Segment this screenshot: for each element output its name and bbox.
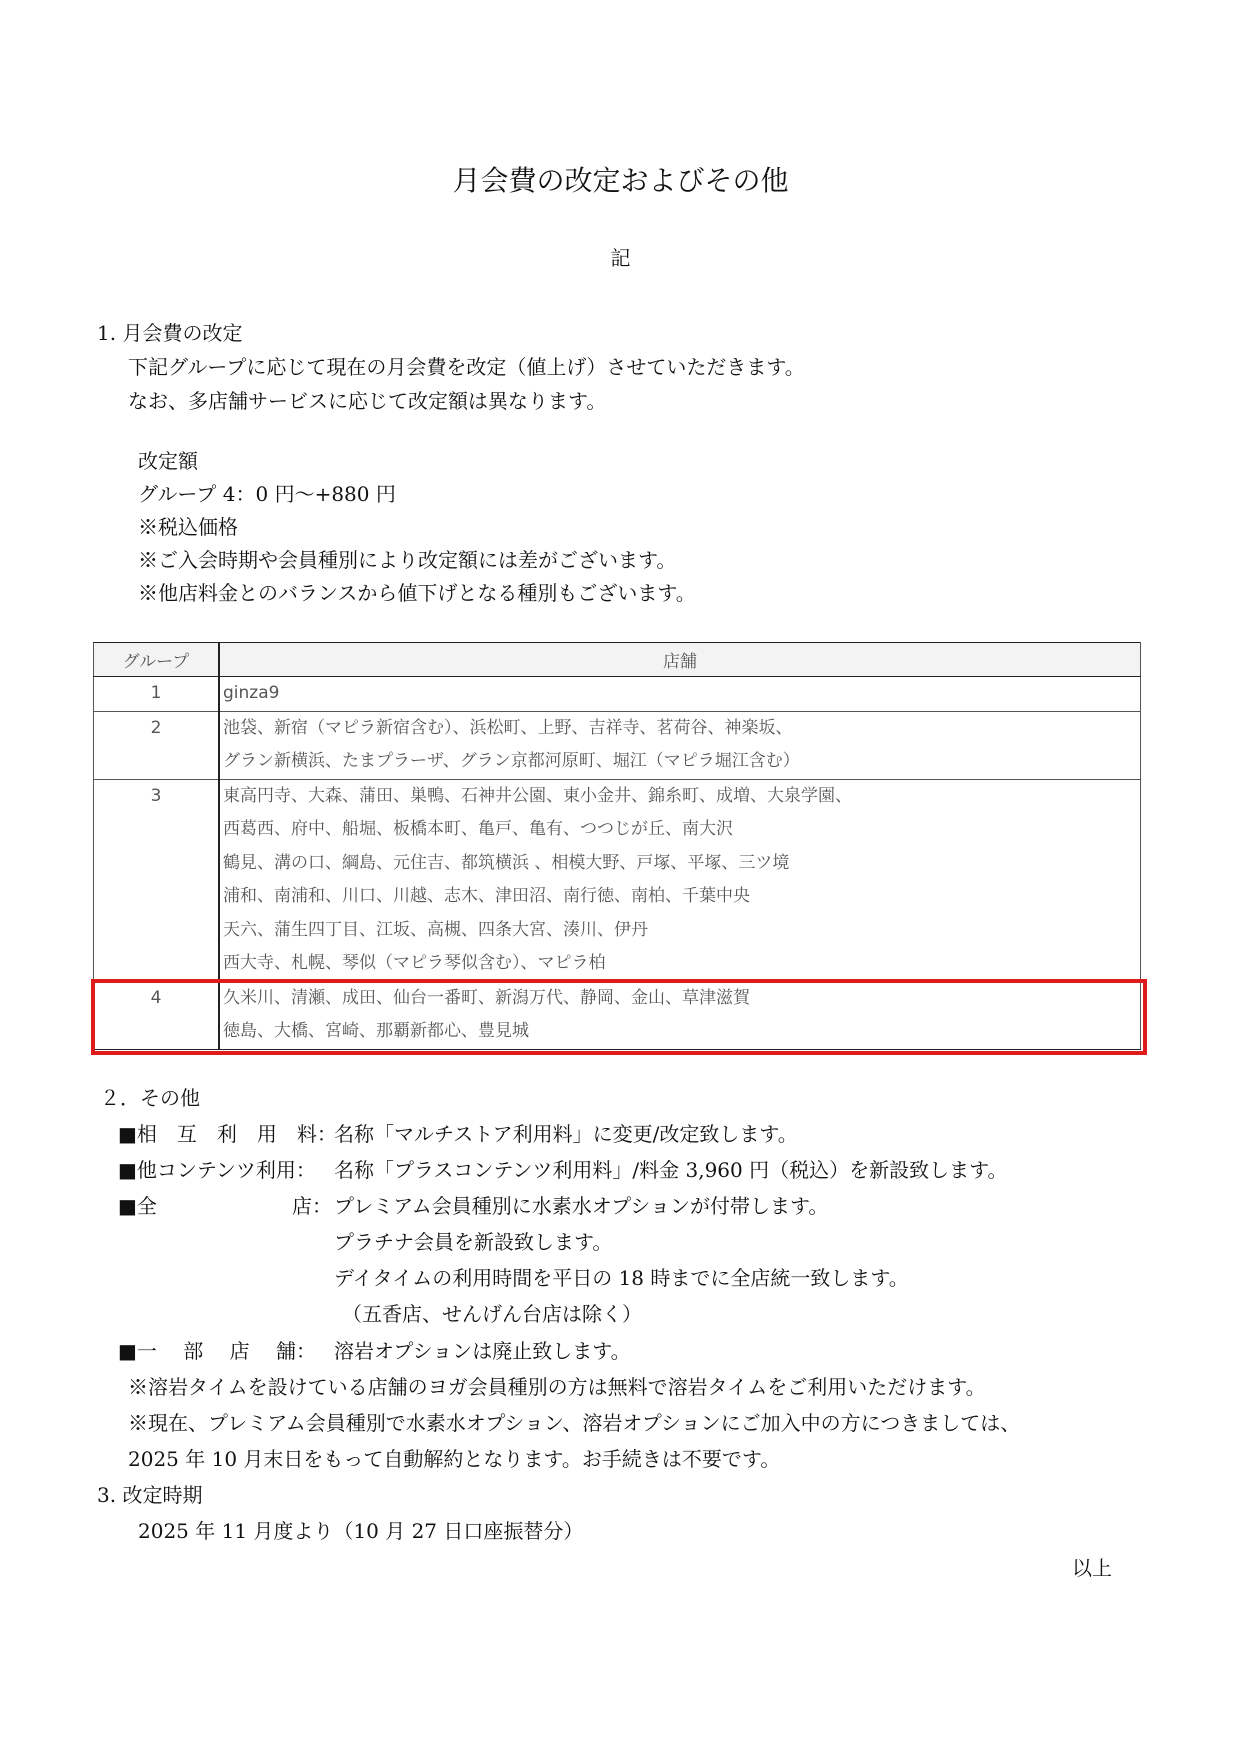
store-line: 浦和、南浦和、川口、川越、志木、津田沼、南行徳、南柏、千葉中央 <box>223 886 750 906</box>
stores-cell <box>219 711 1141 779</box>
all-stores-line-4: （五香店、せんげん台店は除く） <box>342 1302 642 1326</box>
all-stores-label-a: ■全 <box>118 1194 157 1218</box>
some-stores-label: ■一 部 店 舗： <box>118 1339 316 1363</box>
store-line: 池袋、新宿（マピラ新宿含む）、浜松町、上野、吉祥寺、茗荷谷、神楽坂、 <box>223 717 793 738</box>
store-line: ginza9 <box>223 683 280 703</box>
store-line: 鶴見、溝の口、綱島、元住吉、都筑横浜 、相模大野、戸塚、平塚、三ツ境 <box>223 852 790 873</box>
all-stores-line-3: デイタイムの利用時間を平日の 18 時までに全店統一致します。 <box>334 1266 909 1290</box>
store-line: グラン新横浜、たまプラーザ、グラン京都河原町、堀江（マピラ堀江含む） <box>223 751 800 771</box>
store-line: 天六、蒲生四丁目、江坂、高槻、四条大宮、湊川、伊丹 <box>223 919 648 940</box>
section2-heading: ２．その他 <box>100 1086 200 1110</box>
some-stores-text: 溶岩オプションは廃止致します。 <box>334 1339 631 1363</box>
group-cell <box>94 981 220 1049</box>
store-line: 東高円寺、大森、蒲田、巣鴨、石神井公園、東小金井、錦糸町、成増、大泉学園、 <box>223 785 852 806</box>
note-price-down: ※他店料金とのバランスから値下げとなる種別もございます。 <box>138 581 696 605</box>
note-difference: ※ご入会時期や会員種別により改定額には差がございます。 <box>138 548 677 572</box>
section2-note-2: ※現在、プレミアム会員種別で水素水オプション、溶岩オプションにご加入中の方につきましては、 <box>128 1411 1021 1435</box>
section1-line-2: なお、多店舗サービスに応じて改定額は異なります。 <box>128 389 607 413</box>
header-group: グループ <box>94 643 220 677</box>
section2-note-3: 2025 年 10 月末日をもって自動解約となります。お手続きは不要です。 <box>128 1447 781 1471</box>
closing-mark: 以上 <box>1072 1556 1112 1580</box>
stores-cell <box>219 779 1141 981</box>
group-cell <box>94 779 220 981</box>
stores-cell <box>219 981 1141 1049</box>
group-cell <box>94 677 220 712</box>
table-header-row <box>94 643 1141 677</box>
other-content-label: ■他コンテンツ利用： <box>118 1158 316 1182</box>
group-number: 2 <box>150 717 162 738</box>
note-tax: ※税込価格 <box>138 515 238 539</box>
store-line: 徳島、大橋、宮崎、那覇新都心、豊見城 <box>223 1021 529 1041</box>
all-stores-line-2: プラチナ会員を新設致します。 <box>334 1230 613 1254</box>
group-number: 4 <box>150 987 162 1008</box>
stores-cell <box>219 677 1141 712</box>
section1-line-1: 下記グループに応じて現在の月会費を改定（値上げ）させていただきます。 <box>128 355 805 379</box>
table-row <box>94 677 1141 712</box>
ki-mark: 記 <box>610 246 631 270</box>
section3-heading: 3. 改定時期 <box>97 1483 203 1507</box>
group-cell <box>94 711 220 779</box>
mutual-use-text: 名称「マルチストア利用料」に変更/改定致します。 <box>334 1122 798 1146</box>
all-stores-label-b: 店： <box>292 1194 332 1218</box>
amount-value: グループ 4：0 円～+880 円 <box>138 482 396 506</box>
store-line: 久米川、清瀬、成田、仙台一番町、新潟万代、静岡、金山、草津滋賀 <box>223 987 750 1008</box>
all-stores-line-1: プレミアム会員種別に水素水オプションが付帯します。 <box>334 1194 829 1218</box>
group-number: 3 <box>150 785 162 806</box>
table-row <box>94 779 1141 981</box>
store-group-table <box>93 642 1141 1050</box>
store-line: 西大寺、札幌、琴似（マピラ琴似含む）、マピラ柏 <box>223 953 606 973</box>
section2-note-1: ※溶岩タイムを設けている店舗のヨガ会員種別の方は無料で溶岩タイムをご利用いただけます。 <box>128 1375 986 1399</box>
store-line: 西葛西、府中、船堀、板橋本町、亀戸、亀有、つつじが丘、南大沢 <box>223 819 733 839</box>
amount-label: 改定額 <box>138 449 198 473</box>
mutual-use-label: ■相 互 利 用 料： <box>118 1122 337 1146</box>
group-number: 1 <box>150 683 162 703</box>
page-title: 月会費の改定およびその他 <box>452 164 789 197</box>
other-content-text: 名称「プラスコンテンツ利用料」/料金 3,960 円（税込）を新設致します。 <box>334 1158 1008 1182</box>
section1-heading: 1. 月会費の改定 <box>97 321 243 345</box>
table-row <box>94 981 1141 1049</box>
section3-text: 2025 年 11 月度より（10 月 27 日口座振替分） <box>138 1519 584 1543</box>
table-row <box>94 711 1141 779</box>
header-stores: 店舗 <box>219 643 1141 677</box>
